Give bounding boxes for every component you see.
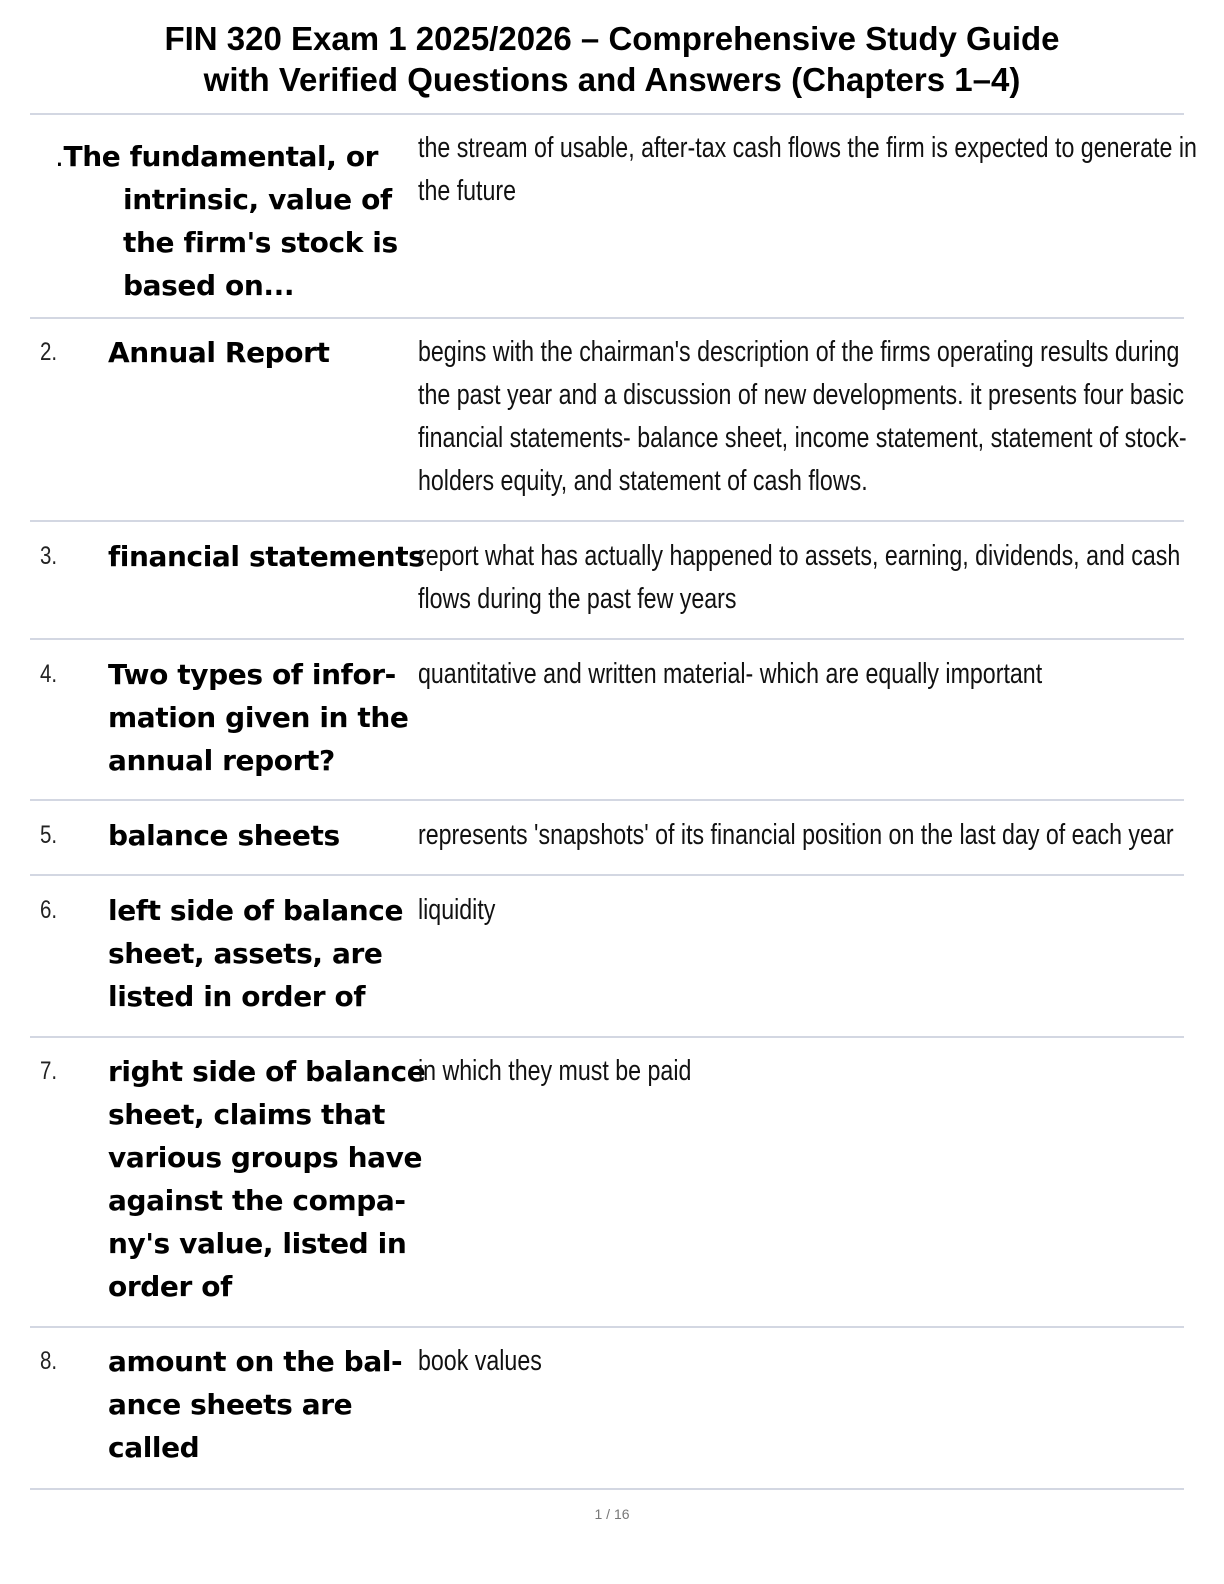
divider [30,1036,1184,1038]
flashcard-definition: report what has actually happened to assets, earning, dividends, and cash flows during the past few years [418,540,1181,615]
flashcard-number: 3. [40,542,58,570]
divider [30,113,1184,115]
flashcard-number: 8. [40,1347,58,1375]
flashcard-definition: the stream of usable, after-tax cash flows the firm is expected to generate in the future [418,132,1197,207]
flashcard-term: Two types of infor- mation given in the annual report? [108,658,409,777]
title-line-1: FIN 320 Exam 1 2025/2026 – Comprehensive Study Guide [164,20,1060,57]
flashcard-term: left side of balance sheet, assets, are listed in order of [108,894,404,1013]
divider [30,799,1184,801]
title-line-2: with Verified Questions and Answers (Chapters 1–4) [203,61,1021,98]
divider [30,317,1184,319]
divider [30,874,1184,876]
divider [30,1326,1184,1328]
flashcard-term: .The fundamental, or intrinsic, value of the firm's stock is based on... [55,140,398,302]
flashcard-number: 2. [40,338,58,366]
flashcard-number: . [55,140,64,173]
document-title [0,18,1224,100]
page-number: 1 / 16 [594,1506,630,1522]
flashcard-term: balance sheets [108,819,340,852]
flashcard-number: 7. [40,1057,58,1085]
divider [30,520,1184,522]
flashcard-definition: begins with the chairman's description of the firms operating results during the past year and a discussion of new developments. it presents four basic financial statements- balance sheet, income statement, statement of stock- holders equity, and statement of cash flows. [418,336,1187,497]
flashcard-term: financial statements [108,540,425,573]
flashcard-definition: represents 'snapshots' of its financial position on the last day of each year [418,819,1174,851]
flashcard-definition: quantitative and written material- which are equally important [418,658,1043,690]
flashcard-definition: book values [418,1345,542,1377]
flashcard-term: right side of balance sheet, claims that various groups have against the compa- ny's value, listed in order of [108,1055,426,1303]
flashcard-term: Annual Report [108,336,330,369]
flashcard-number: 4. [40,660,58,688]
divider [30,1488,1184,1490]
flashcard-term: amount on the bal- ance sheets are called [108,1345,403,1464]
flashcard-number: 6. [40,896,58,924]
flashcard-definition: liquidity [418,894,496,926]
flashcard-definition: in which they must be paid [418,1055,692,1087]
flashcard-number: 5. [40,821,58,849]
divider [30,638,1184,640]
